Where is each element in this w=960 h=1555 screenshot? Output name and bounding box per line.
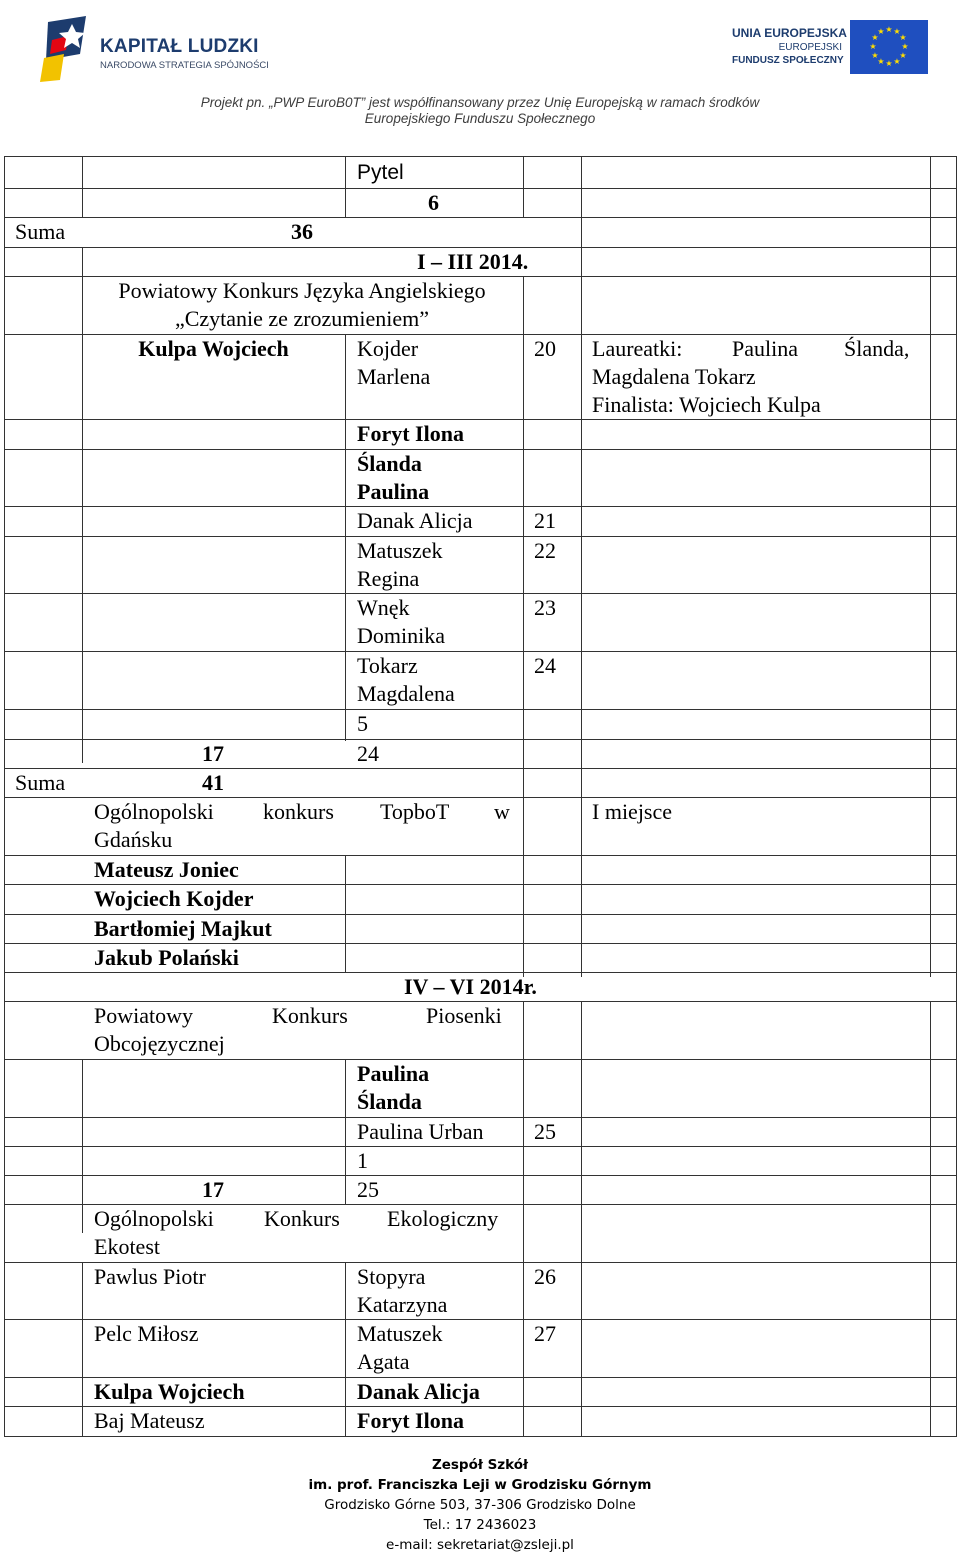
student-name: Foryt Ilona xyxy=(357,1408,464,1433)
contest-title: Konkurs xyxy=(264,1206,340,1231)
student-name: Agata xyxy=(357,1349,410,1374)
student-total: 24 xyxy=(357,741,379,766)
grid-line xyxy=(930,156,931,977)
student-name: Paulina xyxy=(357,1061,430,1086)
grid-line xyxy=(4,156,957,157)
student-name: Foryt Ilona xyxy=(357,421,464,446)
period-heading: I – III 2014. xyxy=(417,249,529,274)
svg-text:★: ★ xyxy=(899,51,907,60)
student-name: Regina xyxy=(357,566,420,591)
student-name: Bartłomiej Majkut xyxy=(94,916,272,941)
grid-line xyxy=(4,1436,957,1437)
sum-label: Suma xyxy=(15,770,66,795)
grid-line xyxy=(4,593,957,594)
student-name: Wojciech Kojder xyxy=(94,886,254,911)
eu-logo-line2: EUROPEJSKI xyxy=(778,42,842,53)
grid-line xyxy=(345,855,346,972)
svg-text:★: ★ xyxy=(901,42,909,51)
row-number: 27 xyxy=(534,1321,556,1346)
student-name: Jakub Polański xyxy=(94,945,239,970)
grid-line xyxy=(4,449,957,450)
student-name: Magdalena xyxy=(357,681,455,706)
svg-text:★: ★ xyxy=(899,33,907,42)
grid-line xyxy=(581,1001,582,1437)
project-note-line1: Projekt pn. „PWP EuroB0T” jest współfinansowany przez Unię Europejską w ramach środków xyxy=(200,95,760,110)
student-name: Pytel xyxy=(357,161,404,184)
svg-text:★: ★ xyxy=(893,57,901,66)
contest-title: Ekologiczny xyxy=(387,1206,499,1231)
grid-line xyxy=(956,156,957,1437)
row-number: 25 xyxy=(534,1119,556,1144)
grid-line xyxy=(4,1059,957,1060)
result-note: Laureatki: xyxy=(592,336,683,361)
grid-line xyxy=(4,217,957,218)
student-count: 1 xyxy=(357,1148,368,1173)
svg-text:★: ★ xyxy=(877,57,885,66)
svg-text:★: ★ xyxy=(885,25,893,34)
student-name: Paulina xyxy=(357,479,430,504)
school-footer xyxy=(230,1455,730,1555)
school-name: Zespół Szkół xyxy=(431,1457,529,1473)
grid-line xyxy=(82,156,83,217)
grid-line xyxy=(82,1262,83,1437)
result-note: Paulina xyxy=(732,336,798,361)
school-phone: Tel.: 17 2436023 xyxy=(423,1517,537,1533)
grid-line xyxy=(4,709,957,710)
eu-logo-line1: UNIA EUROPEJSKA xyxy=(732,26,847,40)
row-number: 21 xyxy=(534,508,556,533)
project-note-line2: Europejskiego Funduszu Społecznego xyxy=(364,111,596,126)
grid-line xyxy=(523,276,524,977)
contest-title: Powiatowy xyxy=(94,1003,193,1028)
grid-line xyxy=(523,156,524,217)
result-note: Ślanda, xyxy=(844,336,910,361)
contest-title: konkurs xyxy=(263,799,334,824)
kapital-ludzki-title: KAPITAŁ LUDZKI xyxy=(100,36,259,57)
eu-logo xyxy=(732,18,932,78)
student-name: Danak Alicja xyxy=(357,1379,480,1404)
row-number: 26 xyxy=(534,1264,556,1289)
contest-title: TopboT xyxy=(380,799,450,824)
page-header xyxy=(0,0,960,140)
grid-line xyxy=(4,651,957,652)
result-note: Finalista: Wojciech Kulpa xyxy=(592,392,821,417)
teacher-name: Baj Mateusz xyxy=(94,1408,205,1433)
student-total: 25 xyxy=(357,1177,379,1202)
student-name: Ślanda xyxy=(357,451,422,476)
contest-title: w xyxy=(494,799,510,824)
svg-text:★: ★ xyxy=(871,51,879,60)
teacher-count: 17 xyxy=(202,1177,224,1202)
eu-logo-line3: FUNDUSZ SPOŁECZNY xyxy=(732,55,844,66)
grid-line xyxy=(523,1001,524,1437)
school-patron: im. prof. Franciszka Leji w Grodzisku Górnym xyxy=(308,1477,652,1493)
teacher-name: Kulpa Wojciech xyxy=(94,1379,245,1404)
student-name: Kojder xyxy=(357,336,419,361)
contest-title: Konkurs xyxy=(272,1003,348,1028)
eu-flag-icon xyxy=(850,20,928,74)
sum-value: 41 xyxy=(202,770,224,795)
contest-title: Obcojęzycznej xyxy=(94,1031,225,1056)
contest-title: Piosenki xyxy=(426,1003,502,1028)
grid-line xyxy=(345,1059,346,1204)
grid-line xyxy=(82,1059,83,1233)
student-name: Paulina Urban xyxy=(357,1119,484,1144)
student-name: Matuszek xyxy=(357,1321,443,1346)
school-email: e-mail: sekretariat@zsleji.pl xyxy=(386,1537,574,1553)
svg-text:★: ★ xyxy=(877,27,885,36)
svg-text:★: ★ xyxy=(871,33,879,42)
svg-text:★: ★ xyxy=(885,59,893,68)
kapital-ludzki-logo xyxy=(38,14,268,84)
contest-subtitle: „Czytanie ze zrozumieniem” xyxy=(174,306,430,331)
grid-line xyxy=(4,506,957,507)
contest-title: Ogólnopolski xyxy=(94,1206,214,1231)
row-number: 24 xyxy=(534,653,556,678)
student-name: Wnęk xyxy=(357,595,410,620)
student-count: 6 xyxy=(428,190,439,215)
svg-text:★: ★ xyxy=(893,27,901,36)
kapital-ludzki-emblem-icon xyxy=(38,14,98,84)
project-funding-note xyxy=(150,95,810,127)
teacher-count: 17 xyxy=(202,741,224,766)
teacher-name: Pawlus Piotr xyxy=(94,1264,206,1289)
grid-line xyxy=(345,334,346,741)
grid-line xyxy=(4,536,957,537)
row-number: 20 xyxy=(534,336,556,361)
svg-text:★: ★ xyxy=(869,42,877,51)
school-address: Grodzisko Górne 503, 37-306 Grodzisko Dolne xyxy=(324,1497,636,1513)
student-name: Katarzyna xyxy=(357,1292,448,1317)
contest-title: Ekotest xyxy=(94,1234,160,1259)
student-name: Danak Alicja xyxy=(357,508,473,533)
row-number: 22 xyxy=(534,538,556,563)
teacher-name: Pelc Miłosz xyxy=(94,1321,199,1346)
student-name: Stopyra xyxy=(357,1264,426,1289)
period-heading: IV – VI 2014r. xyxy=(404,974,537,999)
row-number: 23 xyxy=(534,595,556,620)
student-name: Ślanda xyxy=(357,1089,422,1114)
grid-line xyxy=(345,156,346,217)
grid-line xyxy=(4,739,957,740)
contest-title: Powiatowy Konkurs Języka Angielskiego xyxy=(118,278,486,303)
grid-line xyxy=(4,1175,957,1176)
contest-title: Gdańsku xyxy=(94,827,173,852)
result-note: Magdalena Tokarz xyxy=(592,364,756,389)
contest-title: Ogólnopolski xyxy=(94,799,214,824)
student-name: Matuszek xyxy=(357,538,443,563)
student-name: Marlena xyxy=(357,364,431,389)
kapital-ludzki-subtitle: NARODOWA STRATEGIA SPÓJNOŚCI xyxy=(100,60,269,71)
grid-line xyxy=(4,768,957,769)
grid-line xyxy=(581,156,582,977)
student-count: 5 xyxy=(357,711,368,736)
student-name: Tokarz xyxy=(357,653,418,678)
student-name: Dominika xyxy=(357,623,445,648)
grid-line xyxy=(930,1001,931,1437)
result-note: I miejsce xyxy=(592,799,673,824)
teacher-name: Kulpa Wojciech xyxy=(138,336,289,361)
results-table xyxy=(4,156,957,1437)
sum-value: 36 xyxy=(291,219,313,244)
grid-line xyxy=(4,156,5,1437)
student-name: Mateusz Joniec xyxy=(94,857,239,882)
grid-line xyxy=(345,1262,346,1437)
grid-line xyxy=(4,188,957,189)
sum-label: Suma xyxy=(15,219,66,244)
